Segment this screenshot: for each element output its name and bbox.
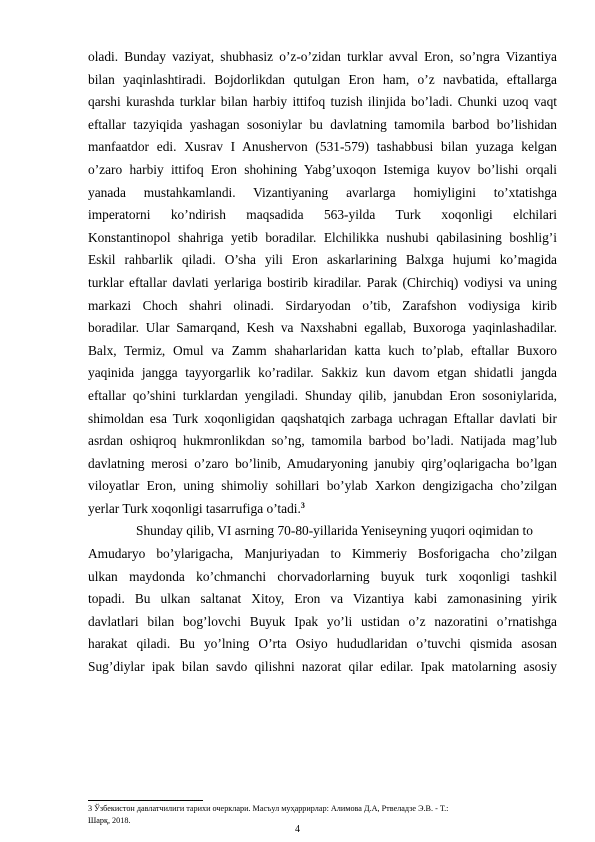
text-line: asrdan oshiqroq hukmronlikdan so’ng, tamomila barbod bo’ladi. Natijada mag’lub: [88, 433, 557, 449]
footnote-reference[interactable]: 3: [300, 500, 305, 510]
text-line: turklar eftallar davlati yerlariga bostirib kiradilar. Parak (Chirchiq) vodiysi va uning: [88, 274, 557, 290]
text-line: manfaatdor edi. Xusrav I Anushervon (531-579) tashabbusi bilan yuzaga kelgan: [88, 139, 557, 155]
text-line: oladi. Bunday vaziyat, shubhasiz o’z-o’zidan turklar avval Eron, so’ngra Vizantiya: [88, 49, 557, 64]
text-line: imperatorni ko’ndirish maqsadida 563-yilda Turk xoqonligi elchilari: [88, 207, 557, 223]
footnote-line: Шарқ, 2018.: [88, 815, 131, 825]
page-number: 4: [295, 824, 300, 835]
body-text: [88, 46, 557, 679]
text-line: topadi. Bu ulkan saltanat Xitoy, Eron va Vizantiya kabi zamonasining yirik: [88, 591, 557, 607]
text-line: Sug’diylar ipak bilan savdo qilishni nazorat qilar edilar. Ipak matolarning asosiy: [88, 659, 557, 675]
text-line: davlatlari bilan bog’lovchi Buyuk Ipak yo’li ustidan o’z nazoratini o’rnatishga: [88, 613, 557, 629]
text-line: bilan yaqinlashtiradi. Bojdorlikdan qutulgan Eron ham, o’z navbatida, eftallarga: [88, 71, 557, 87]
text-line: Konstantinopol shahriga yetib boradilar. Elchilikka nushubi qabilasining boshlig’i: [88, 229, 557, 245]
text-line: yanada mustahkamlandi. Vizantiyaning avarlarga homiyligini to’xtatishga: [88, 184, 557, 200]
text-line: boradilar. Ular Samarqand, Kesh va Naxshabni egallab, Buxoroga yaqinlashadilar.: [88, 320, 557, 336]
paragraph-end-line: [88, 498, 557, 521]
text-line: yaqinida jangga tayyorgarlik ko’radilar. Sakkiz kun davom etgan shidatli jangda: [88, 365, 557, 381]
footnote: [88, 803, 557, 826]
text-line: Balx, Termiz, Omul va Zamm shaharlaridan katta kuch to’plab, eftallar Buxoro: [88, 342, 557, 358]
text-line: qarshi kurashda turklar bilan harbiy ittifoq tuzish ilinjida bo’ladi. Chunki uzoq vaqt: [88, 94, 557, 110]
text-line: viloyatlar Eron, uning shimoliy sohillari bo’ylab Xarkon dengizigacha cho’zilgan: [88, 478, 557, 494]
text-line: markazi Choch shahri olinadi. Sirdaryodan o’tib, Zarafshon vodiysiga kirib: [88, 297, 557, 313]
text-line: Eskil rahbarlik qiladi. O’sha yili Eron askarlarining Balxga hujumi ko’magida: [88, 252, 557, 268]
text-line: eftallar tazyiqida yashagan sosoniylar bu davlatning tamomila barbod bo’lishidan: [88, 116, 557, 132]
footnote-line: 3 Ўзбекистон давлатчилиги тарихи очерклари. Масъул муҳаррирлар: Алимова Д.А, Ртвеладзе Э.В. - Т.:: [88, 804, 449, 813]
text-line: ulkan maydonda ko’chmanchi chorvadorlarning buyuk turk xoqonligi tashkil: [88, 568, 557, 584]
text-line: davlatning merosi o’zaro bo’linib, Amudaryoning janubiy qirg’oqlarigacha bo’lgan: [88, 455, 557, 471]
text-line: shimoldan esa Turk xoqonligidan qaqshatqich zarbaga uchragan Eftallar davlati bir: [88, 410, 557, 426]
text-line: eftallar qo’shini turklardan yengiladi. Shunday qilib, janubdan Eron sosoniylarida,: [88, 387, 557, 403]
text-line: harakat qiladi. Bu yo’lning O’rta Osiyo hududlaridan o’tuvchi qismida asosan: [88, 636, 557, 652]
paragraph-start-line: Shunday qilib, VI asrning 70-80-yillarida Yeniseyning yuqori oqimidan to: [136, 523, 533, 539]
text-line: o’zaro harbiy ittifoq Eron shohining Yabg’uxoqon Istemiga kuyov bo’lishi orqali: [88, 161, 557, 177]
footnote-divider: [88, 800, 203, 801]
text-line: Amudaryo bo’ylarigacha, Manjuriyadan to Kimmeriy Bosforigacha cho’zilgan: [88, 546, 557, 562]
text-line: yerlar Turk xoqonligi tasarrufiga o’tadi.: [88, 500, 301, 516]
